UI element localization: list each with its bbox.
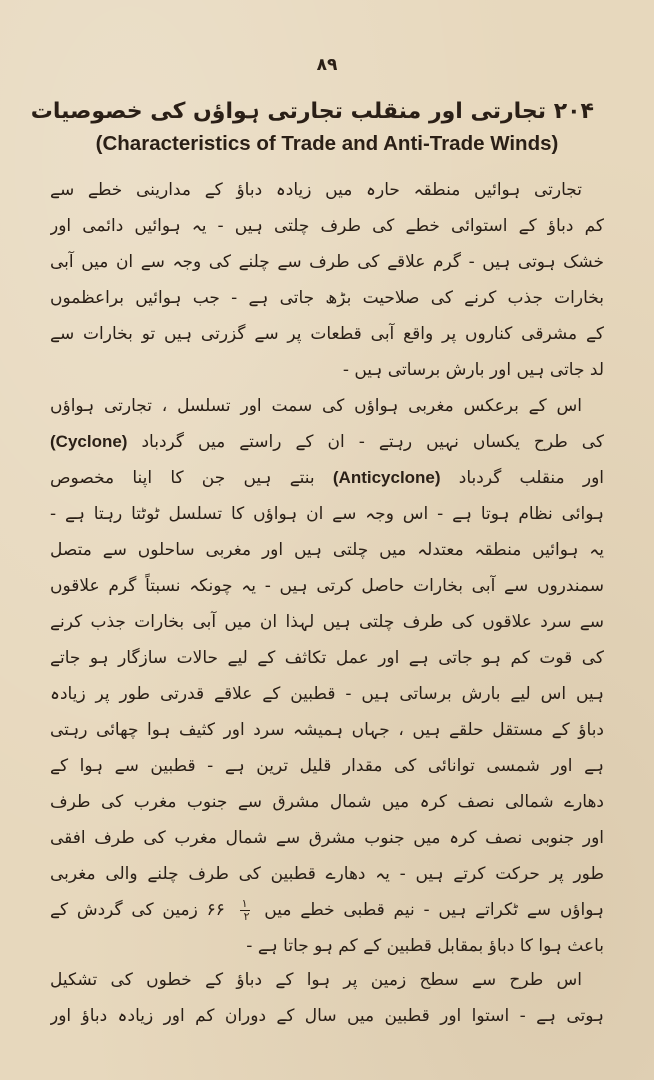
text-line: لد جاتی ہیں اور بارش برساتی ہیں -: [342, 360, 604, 380]
text-line: ہوائی نظام ہوتا ہے - اس وجہ سے ان ہواؤں کا تسلسل ٹوٹتا رہتا ہے -: [50, 504, 604, 524]
fraction-whole: ۶۶: [206, 900, 225, 920]
text-line: دھارے شمالی نصف کرہ میں شمال مشرق سے جنوب مغرب کی طرف: [50, 792, 604, 812]
text-line: تجارتی ہوائیں منطقہ حارہ میں زیادہ دباؤ کے مدارینی خطے سے: [50, 180, 582, 200]
text-line: طور پر حرکت کرتے ہیں - یہ دھارے قطبین کی طرف چلنے والی مغربی: [50, 864, 604, 884]
term-anticyclone: (Anticyclone): [332, 468, 441, 487]
text-line: اس طرح سے سطح زمین پر ہوا کے دباؤ کے خطوں کی تشکیل: [50, 970, 582, 990]
fraction-numerator: ۱: [241, 896, 248, 910]
text-segment: کی طرح یکساں نہیں رہتے - ان کے راستے میں گردباد: [141, 432, 604, 452]
page-number: ۸۹: [316, 55, 338, 75]
text-line: سمندروں سے آبی بخارات حاصل کرتی ہیں - یہ چونکہ نسبتاً گرم علاقوں: [50, 576, 604, 596]
fraction-denominator: ۲: [243, 909, 250, 923]
text-segment: بنتے ہیں جن کا اپنا مخصوص: [50, 468, 315, 488]
paragraph-2: [50, 388, 604, 964]
text-line-with-term: [50, 460, 604, 496]
text-line: خشک ہوتی ہیں - گرم علاقے کی طرف سے چلنے کی وجہ سے ان میں آبی: [50, 252, 604, 272]
paragraph-3: [50, 962, 604, 1034]
text-line: اور جنوبی نصف کرہ میں جنوب مشرق سے شمال مغرب کی طرف افقی: [50, 828, 604, 848]
fraction: [240, 898, 250, 923]
text-line: ہے اور شمسی توانائی کی مقدار قلیل ترین ہے - قطبین سے ہوا کے: [50, 756, 604, 776]
text-line: سے سرد علاقوں کی طرف چلتی ہیں لہذا ان میں آبی بخارات جذب کرنے: [50, 612, 604, 632]
text-segment: اور منقلب گردباد: [458, 468, 604, 488]
text-line: ہوتی ہے - استوا اور قطبین میں سال کے دوران کم اور زیادہ دباؤ اور: [50, 1006, 604, 1026]
text-line: ہیں اس لیے بارش برساتی ہیں - قطبین کے علاقے قدرتی طور پر زیادہ: [50, 684, 604, 704]
section-heading-english: (Characteristics of Trade and Anti-Trade Winds): [95, 132, 559, 155]
text-line: کے مشرقی کناروں پر واقع آبی قطعات پر سے گزرتی ہیں تو بخارات سے: [50, 324, 604, 344]
text-line: دباؤ کے مستقل حلقے ہیں ، جہاں ہمیشہ سرد اور کثیف ہوا چھائی رہتی: [50, 720, 604, 740]
text-segment: ہواؤں سے ٹکراتے ہیں - نیم قطبی خطے میں: [264, 900, 604, 920]
text-line: یہ ہوائیں منطقہ معتدلہ میں چلتی ہیں اور مغربی ساحلوں سے متصل: [50, 540, 604, 560]
text-line: اس کے برعکس مغربی ہواؤں کی سمت اور تسلسل ، تجارتی ہواؤں: [50, 396, 582, 416]
text-line: کی قوت کم ہو جاتی ہے اور عمل تکاثف کے لیے حالات سازگار ہو جاتے: [50, 648, 604, 668]
text-line-with-term: [50, 424, 604, 460]
text-line-with-fraction: [50, 892, 604, 928]
text-line: کم دباؤ کے استوائی خطے کی طرف چلتی ہیں - یہ ہوائیں دائمی اور: [50, 216, 604, 236]
text-line: باعث ہوا کا دباؤ بمقابل قطبین کے کم ہو جاتا ہے -: [246, 936, 604, 956]
paragraph-1: [50, 172, 604, 388]
term-cyclone: (Cyclone): [50, 432, 128, 451]
text-line: بخارات جذب کرنے کی صلاحیت بڑھ جاتی ہے - جب ہوائیں براعظموں: [50, 288, 604, 308]
text-segment: زمین کی گردش کے: [50, 900, 198, 920]
section-heading-urdu: ۲۰۴ تجارتی اور منقلب تجارتی ہواؤں کی خصوصیات: [30, 99, 594, 124]
